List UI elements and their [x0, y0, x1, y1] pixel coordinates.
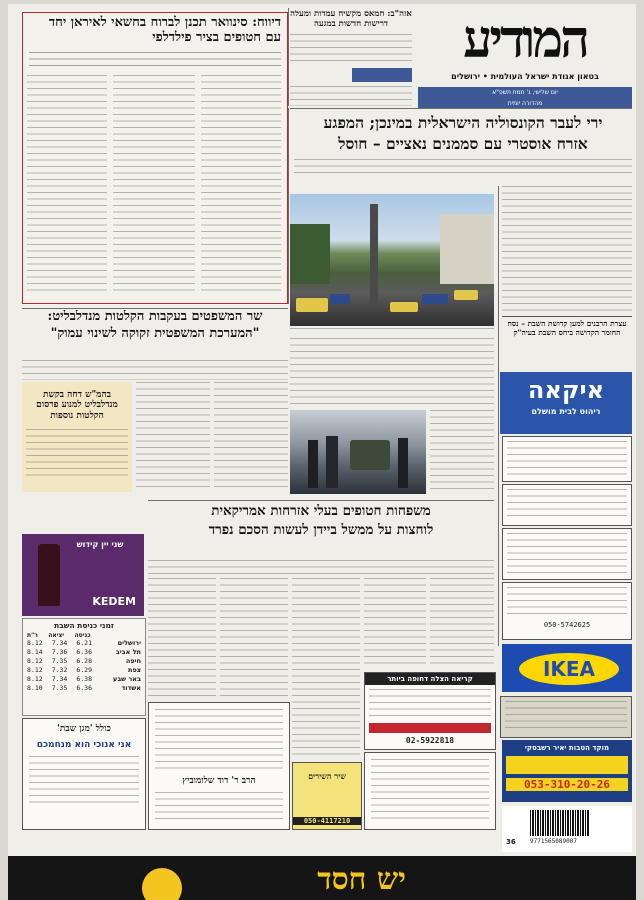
shabbat-row — [23, 657, 145, 666]
shabbat-in: 6.36 — [76, 648, 92, 656]
main-photo — [290, 194, 494, 326]
mandelblit-box — [22, 382, 132, 492]
classified-phone: 050-5742625 — [543, 621, 591, 629]
shabbat-row — [23, 648, 145, 657]
songs-title: שיר השירים — [308, 771, 346, 781]
shabbat-out: 7.32 — [51, 666, 68, 674]
hostages-headline-line1: משפחות חטופים בעלי אזרחות אמריקאית — [211, 504, 431, 519]
kolel-title: כולל 'מגן שבת' — [57, 724, 111, 734]
shabbat-out: 7.35 — [51, 684, 68, 692]
masthead-tagline: בטאון אגודת ישראל העולמית • ירושלים — [451, 72, 599, 81]
shabbat-city: אשדוד — [121, 684, 141, 692]
ikea-hebrew-sub: ריהוט לבית מושלם — [531, 407, 601, 416]
shabbat-in: 6.36 — [76, 684, 92, 692]
ikea-hebrew-ad — [500, 372, 632, 434]
shabbat-row — [23, 666, 145, 675]
top-news-blue-strip — [352, 68, 412, 82]
ikea-logo-ad — [502, 644, 632, 692]
bottom-banner-circle — [142, 868, 182, 900]
shabbat-city: חיפה — [125, 657, 141, 665]
left-top-article — [22, 12, 288, 304]
shabbat-city: באר שבע — [112, 675, 141, 683]
judicial-headline-block — [22, 310, 288, 356]
date-text: יום שלישי, ג' תמוז תשפ"א — [492, 89, 558, 96]
left-top-lead — [29, 52, 281, 66]
top-news-headline: אזה"ב: חמאס מקשיח עמדות ומעלה דרישות חדשות במגעה — [290, 10, 412, 29]
kedem-title: שני יין קידוש — [76, 540, 124, 549]
masthead — [418, 10, 632, 108]
police-photo — [290, 410, 426, 494]
hostages-headline-block — [148, 504, 494, 554]
songs-ad — [292, 762, 362, 830]
shabbat-rt: 8.12 — [27, 666, 43, 674]
barcode-area — [502, 806, 632, 852]
shabbat-city: ירושלים — [117, 639, 141, 647]
kedem-ad — [22, 534, 144, 616]
main-headline-line1: ירי לעבר הקונסוליה הישראלית במינכן; המפגע — [323, 114, 603, 132]
classifieds-grid — [502, 436, 632, 640]
masthead-logo: המודיע — [462, 10, 588, 70]
shabbat-out: 7.34 — [51, 675, 68, 683]
rabbi-box — [148, 702, 290, 830]
deals-ad — [502, 740, 632, 802]
left-top-headline: דיווח: סינוואר תכנן לברוח בחשאי לאיראן יחד עם חטופים בציר פילדלפי — [48, 15, 281, 45]
shabbat-city: צפת — [128, 666, 141, 674]
shabbat-title: זמני כניסת השבת — [54, 621, 114, 630]
hatzala-phone: 02-5922818 — [405, 736, 455, 745]
shabbat-rt: 8.12 — [27, 675, 43, 683]
mandelblit-headline: בהמ"ש דחה בקשת מנדלבליט למנוע פרסום הקלטות נוספות — [36, 390, 118, 421]
shabbat-rt: 8.14 — [27, 648, 43, 656]
hatzala-strip — [369, 723, 491, 733]
shabbat-out: 7.34 — [51, 639, 68, 647]
shabbat-header-in: כניסה — [74, 632, 91, 639]
hatzala-title: קריאה הצלה דחופה ביותר — [365, 673, 495, 685]
small-ad-strip — [500, 696, 632, 738]
top-news-block — [290, 10, 412, 106]
songs-phone: 050-4117210 — [293, 817, 361, 825]
deals-title: מוקד הטבות יאיר רשבסקי — [524, 744, 610, 752]
ikea-hebrew-name: איקאה — [527, 376, 605, 404]
shabbat-in: 6.38 — [76, 675, 92, 683]
masthead-date-bar — [418, 87, 632, 108]
hostages-headline-line2: לוחצות על ממשל ביידן לעשות הסכם נפרד — [208, 521, 434, 538]
shabbat-rt: 8.10 — [27, 684, 43, 692]
shabbat-in: 6.29 — [76, 666, 92, 674]
shabbat-city: תל אביב — [115, 648, 141, 656]
shabbat-in: 6.21 — [76, 639, 92, 647]
page-number: 36 — [506, 838, 516, 846]
side-story-headline: עצרת הרבנים למען קדושת השבת – נסח החומר הקדושה ביחס השבת בעיה"ק — [507, 319, 627, 337]
judicial-headline: שר המשפטים בעקבות הקלטות מנדלבליט: — [47, 310, 263, 324]
shabbat-in: 6.28 — [76, 657, 92, 665]
shabbat-rows — [23, 639, 145, 693]
judicial-quote: "המערכת המשפטית זקוקה לשינוי עמוק" — [50, 325, 260, 341]
kolel-blue-title: אני אנוכי הוא מנחמכם — [36, 740, 132, 750]
rabbi-name: הרב ר' דוד שלומוביץ — [182, 776, 256, 786]
top-news-text-2 — [290, 86, 412, 106]
shabbat-rt: 8.12 — [27, 657, 43, 665]
shabbat-row — [23, 639, 145, 648]
main-headline-block — [294, 114, 632, 184]
newspaper-front-page — [8, 4, 636, 856]
kedem-bottle — [38, 544, 60, 606]
hatzala-ad — [364, 672, 496, 750]
shabbat-out: 7.36 — [51, 648, 68, 656]
deals-banner — [506, 756, 628, 774]
main-photo-caption — [290, 328, 494, 334]
main-headline-subtext — [294, 159, 632, 177]
shabbat-out: 7.35 — [51, 657, 68, 665]
kedem-logo: KEDEM — [92, 595, 136, 608]
edition-text: מהדורה יומית — [507, 100, 543, 107]
shabbat-header-rt: ר"ת — [27, 632, 38, 639]
shabbat-row — [23, 684, 145, 693]
shabbat-times — [22, 618, 146, 716]
right-column-text — [502, 186, 632, 316]
bottom-banner-text: יש חסד — [317, 862, 406, 897]
kolel-ad — [22, 718, 146, 830]
side-story — [502, 316, 632, 369]
main-headline-line2: אזרח אוסטרי עם סממנים נאציים – חוסל — [338, 133, 588, 153]
top-news-text — [290, 34, 412, 64]
shabbat-rt: 8.12 — [27, 639, 43, 647]
bottom-banner — [8, 856, 636, 900]
ikea-logo: IKEA — [516, 650, 622, 688]
shabbat-header-out: יציאה — [48, 632, 65, 639]
barcode-number: 9771565089007 — [530, 838, 577, 845]
shabbat-row — [23, 675, 145, 684]
barcode-icon — [530, 810, 590, 836]
deals-phone: 053-310-20-26 — [506, 778, 628, 791]
